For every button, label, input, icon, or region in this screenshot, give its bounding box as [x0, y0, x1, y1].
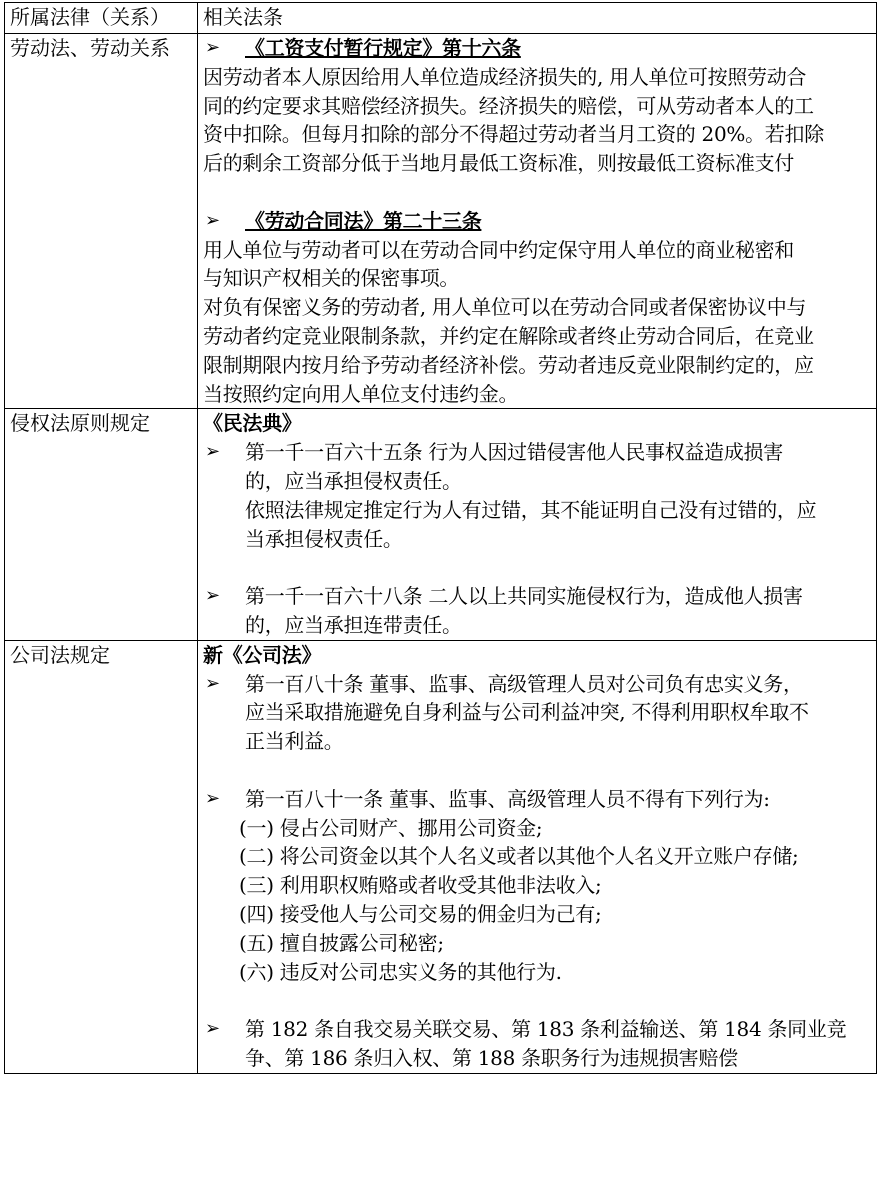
category-cell: 公司法规定: [5, 640, 198, 1073]
article-line: 争、第 186 条归入权、第 188 条职务行为违规损害赔偿: [245, 1045, 738, 1070]
list-item: (四) 接受他人与公司交易的佣金归为己有;: [239, 901, 602, 926]
arrow-bullet-icon: ➢: [205, 209, 220, 231]
category-cell: 劳动法、劳动关系: [5, 34, 198, 409]
table-row: [5, 34, 877, 409]
article-item: ➢ 第一百八十条 董事、监事、高级管理人员对公司负有忠实义务，: [203, 670, 871, 699]
category-cell: 侵权法原则规定: [5, 409, 198, 640]
arrow-bullet-icon: ➢: [205, 787, 220, 809]
article-line: 用人单位与劳动者可以在劳动合同中约定保守用人单位的商业秘密和: [203, 237, 794, 262]
law-table: [4, 2, 877, 1074]
table-row: [5, 640, 877, 1073]
arrow-bullet-icon: ➢: [205, 37, 220, 58]
article-item: ➢ 第一千一百六十五条 行为人因过错侵害他人民事权益造成损害: [203, 438, 871, 467]
article-line: 同的约定要求其赔偿经济损失。经济损失的赔偿，可从劳动者本人的工: [203, 93, 814, 118]
section-title: ➢ 《工资支付暂行规定》第十六条: [203, 34, 871, 63]
article-line: 后的剩余工资部分低于当地月最低工资标准，则按最低工资标准支付: [203, 151, 794, 176]
arrow-bullet-icon: ➢: [205, 441, 220, 463]
list-item: (三) 利用职权贿赂或者收受其他非法收入;: [239, 873, 602, 898]
header-row: [5, 3, 877, 34]
list-item: (六) 违反对公司忠实义务的其他行为.: [239, 959, 562, 984]
article-line: 正当利益。: [245, 729, 344, 754]
article-item: ➢ 第一百八十一条 董事、监事、高级管理人员不得有下列行为:: [203, 785, 871, 814]
article-line: 的，应当承担侵权责任。: [245, 468, 462, 493]
articles-cell: [198, 409, 877, 640]
list-item: (二) 将公司资金以其个人名义或者以其他个人名义开立账户存储;: [239, 844, 799, 869]
list-item: (五) 擅自披露公司秘密;: [239, 930, 444, 955]
article-line: 劳动者约定竞业限制条款，并约定在解除或者终止劳动合同后，在竞业: [203, 323, 814, 348]
article-item: ➢ 第 182 条自我交易关联交易、第 183 条利益输送、第 184 条同业竞: [203, 1015, 871, 1044]
arrow-bullet-icon: ➢: [205, 585, 220, 607]
article-line: 当承担侵权责任。: [245, 526, 403, 551]
section-title: ➢ 《劳动合同法》第二十三条: [203, 207, 871, 236]
code-heading: 新《公司法》: [203, 642, 322, 667]
arrow-bullet-icon: ➢: [205, 672, 220, 694]
list-item: (一) 侵占公司财产、挪用公司资金;: [239, 815, 543, 840]
header-articles: 相关法条: [198, 3, 877, 34]
article-line: 资中扣除。但每月扣除的部分不得超过劳动者当月工资的 20%。若扣除: [203, 122, 824, 147]
arrow-bullet-icon: ➢: [205, 1018, 220, 1040]
article-line: 应当采取措施避免自身利益与公司利益冲突, 不得利用职权牟取不: [245, 700, 809, 725]
article-line: 的，应当承担连带责任。: [245, 612, 462, 637]
article-line: 限制期限内按月给予劳动者经济补偿。劳动者违反竞业限制约定的，应: [203, 352, 814, 377]
code-heading: 《民法典》: [203, 411, 302, 436]
articles-cell: [198, 34, 877, 409]
article-line: 与知识产权相关的保密事项。: [203, 266, 460, 291]
article-line: 当按照约定向用人单位支付违约金。: [203, 381, 519, 406]
article-line: 对负有保密义务的劳动者, 用人单位可以在劳动合同或者保密协议中与: [203, 295, 807, 320]
table-row: [5, 409, 877, 640]
article-line: 因劳动者本人原因给用人单位造成经济损失的, 用人单位可按照劳动合: [203, 64, 807, 89]
header-category: 所属法律（关系）: [5, 3, 198, 34]
articles-cell: [198, 640, 877, 1073]
article-item: ➢ 第一千一百六十八条 二人以上共同实施侵权行为，造成他人损害: [203, 582, 871, 611]
article-line: 依照法律规定推定行为人有过错，其不能证明自己没有过错的，应: [245, 497, 817, 522]
